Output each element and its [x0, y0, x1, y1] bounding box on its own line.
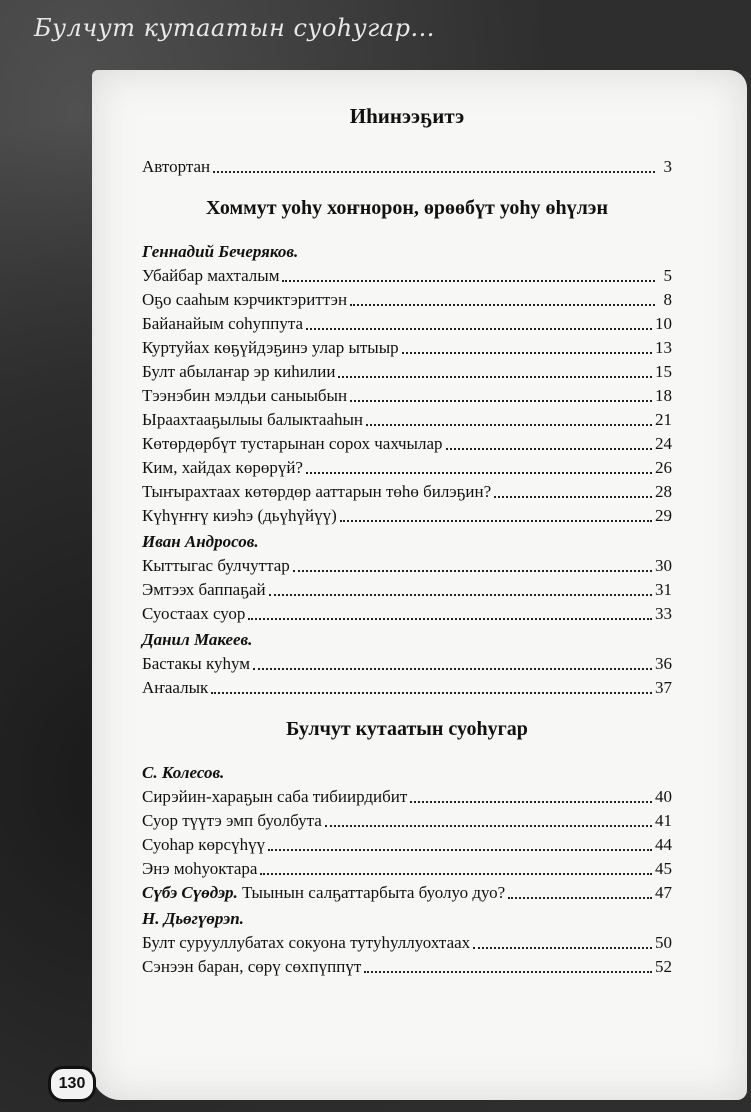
toc-entry	[142, 384, 672, 408]
leader-dots	[325, 825, 652, 827]
toc-entry	[142, 288, 672, 312]
toc-entry-title: Аҥаалык	[142, 678, 209, 697]
toc-entry	[142, 408, 672, 432]
toc-entry-title: Байанайым соһуппута	[142, 314, 304, 333]
leader-dots	[364, 971, 652, 973]
toc-entry-title: Ыраахтааҕылыы балыктааһын	[142, 410, 364, 429]
toc-entry	[142, 554, 672, 578]
toc-entry-page: 37	[655, 678, 672, 697]
toc-entry-title: Тыынын салҕаттарбыта буолуо дуо?	[242, 883, 506, 902]
toc-entry-title-wrap	[142, 809, 322, 833]
toc-entry-page: 52	[655, 957, 672, 976]
toc-entry-title: Сэнээн баран, сөрү сөхпүппүт	[142, 957, 362, 976]
toc-entry-title: Көтөрдөрбүт тустарынан сорох чахчылар	[142, 434, 443, 453]
author-name: С. Колесов.	[142, 763, 225, 782]
toc-entry-title-wrap	[142, 578, 266, 602]
section-heading: Булчут кутаатын суоһугар	[286, 718, 528, 740]
leader-dots	[293, 570, 652, 572]
leader-dots	[268, 849, 652, 851]
toc-entry	[142, 456, 672, 480]
leader-dots	[350, 400, 652, 402]
toc-entry-page: 3	[663, 157, 672, 176]
toc-entry	[142, 480, 672, 504]
toc-entry-page: 13	[655, 338, 672, 357]
toc-entry-title-wrap	[142, 408, 363, 432]
toc-entry-title: Булт сурууллубатах сокуона тутуһуллуохтаах	[142, 933, 471, 952]
toc-entry-page: 18	[655, 386, 672, 405]
toc-entry	[142, 602, 672, 626]
toc-entry-title-wrap	[142, 480, 491, 504]
toc-entry	[142, 785, 672, 809]
toc-entry	[142, 881, 672, 905]
toc-heading: Иһинээҕитэ	[349, 104, 465, 128]
toc-entry-title-wrap	[142, 833, 265, 857]
leader-dots	[269, 594, 652, 596]
toc-entry-title: Суостаах суор	[142, 604, 246, 623]
running-header-title: Булчут кутаатын суоһугар...	[34, 14, 435, 42]
toc-entry-title-wrap	[142, 384, 347, 408]
toc-entry-title: Куртуйах көҕүйдэҕинэ улар ытыыр	[142, 338, 399, 357]
toc-entry-title: Сирэйин-хараҕын саба тибиирдибит	[142, 787, 408, 806]
toc-entry-page: 29	[655, 506, 672, 525]
toc-entry-page: 24	[655, 434, 672, 453]
toc-entry-page: 28	[655, 482, 672, 501]
toc-entry-page: 47	[655, 883, 672, 902]
toc-entry-title: Ким, хайдах көрөрүй?	[142, 458, 303, 477]
toc-entry-title-wrap	[142, 785, 407, 809]
toc-entry-title: Автортан	[142, 157, 211, 176]
toc-entry-title-wrap	[142, 264, 279, 288]
toc-entry-title-wrap	[142, 857, 257, 881]
toc-entry	[142, 432, 672, 456]
leader-dots	[260, 873, 652, 875]
author-name: Данил Макеев.	[142, 630, 253, 649]
leader-dots	[248, 618, 652, 620]
leader-dots	[508, 897, 652, 899]
toc-entry	[142, 336, 672, 360]
toc-entry-page: 30	[655, 556, 672, 575]
leader-dots	[306, 472, 652, 474]
toc-entry-title: Булт абылаҥар эр киһилии	[142, 362, 336, 381]
toc-entry-title: Күһүҥҥү киэһэ (дьүһүйүү)	[142, 506, 337, 525]
toc-entry	[142, 264, 672, 288]
toc-entry-title-wrap	[142, 456, 303, 480]
author-name: Геннадий Бечеряков.	[142, 242, 299, 261]
toc-entry-page: 44	[655, 835, 672, 854]
toc-entry-title: Суор түүтэ эмп буолбута	[142, 811, 322, 830]
toc-entry-title-wrap	[142, 360, 335, 384]
toc-entry-title-wrap	[142, 602, 245, 626]
toc-entry	[142, 578, 672, 602]
toc-entry-page: 41	[655, 811, 672, 830]
leader-dots	[213, 171, 655, 173]
toc-entry-title: Бастакы куһум	[142, 654, 251, 673]
author-name: Н. Дьөгүөрэп.	[142, 909, 244, 928]
toc-entry-page: 36	[655, 654, 672, 673]
toc-entry-page: 8	[663, 290, 672, 309]
toc-entry	[142, 652, 672, 676]
toc-entry-page: 31	[655, 580, 672, 599]
leader-dots	[410, 801, 652, 803]
toc-entry-title-wrap	[142, 554, 290, 578]
toc-entry	[142, 809, 672, 833]
page-number-badge: 130	[48, 1066, 96, 1102]
toc-entry-title-wrap	[142, 652, 250, 676]
toc-entry	[142, 312, 672, 336]
leader-dots	[402, 352, 652, 354]
toc-entry-page: 33	[655, 604, 672, 623]
leader-dots	[340, 520, 652, 522]
leader-dots	[446, 448, 653, 450]
toc-entry-page: 21	[655, 410, 672, 429]
toc-entry-page: 50	[655, 933, 672, 952]
toc-entry-title: Кыттыгас булчуттар	[142, 556, 290, 575]
toc-entry-title-wrap	[142, 336, 399, 360]
toc-entry	[142, 857, 672, 881]
toc-entry-title-wrap	[142, 931, 470, 955]
toc-entry-title-wrap	[142, 504, 337, 528]
toc-entry-title: Тыҥырахтаах көтөрдөр ааттарын төһө билэҕин?	[142, 482, 492, 501]
toc-entry-page: 10	[655, 314, 672, 333]
toc-entry-title-wrap	[142, 881, 505, 905]
leader-dots	[494, 496, 652, 498]
toc-entry-page: 40	[655, 787, 672, 806]
toc-entry	[142, 360, 672, 384]
toc-entry	[142, 931, 672, 955]
toc-entry-page: 5	[663, 266, 672, 285]
author-name: Иван Андросов.	[142, 532, 259, 551]
leader-dots	[350, 304, 655, 306]
toc-entry	[142, 676, 672, 700]
leader-dots	[338, 376, 652, 378]
leader-dots	[211, 692, 652, 694]
table-of-contents	[142, 100, 672, 979]
leader-dots	[306, 328, 652, 330]
toc-entry	[142, 504, 672, 528]
toc-entry-page: 26	[655, 458, 672, 477]
toc-entry	[142, 155, 672, 179]
toc-entry-title-wrap	[142, 432, 443, 456]
toc-entry-title-wrap	[142, 955, 361, 979]
leader-dots	[282, 280, 655, 282]
toc-entry-title-wrap	[142, 312, 303, 336]
section-heading: Хоммут уоһу хоҥнорон, өрөөбүт уоһу өһүлэн	[206, 197, 608, 219]
toc-entry	[142, 833, 672, 857]
toc-entry-title: Эмтээх баппаҕай	[142, 580, 266, 599]
toc-entry-title: Убайбар махталым	[142, 266, 280, 285]
toc-entry-title-wrap	[142, 676, 208, 700]
toc-entry-title: Энэ моһуоктара	[142, 859, 258, 878]
entry-author-name: Сүбэ Сүөдэр.	[142, 883, 238, 902]
toc-entry-title: Оҕо сааһым кэрчиктэриттэн	[142, 290, 348, 309]
toc-entry-title-wrap	[142, 288, 347, 312]
toc-entry-page: 45	[655, 859, 672, 878]
toc-entry	[142, 955, 672, 979]
leader-dots	[366, 424, 652, 426]
leader-dots	[253, 668, 652, 670]
toc-sections	[142, 197, 672, 979]
toc-entry-page: 15	[655, 362, 672, 381]
toc-entry-title: Суоһар көрсүһүү	[142, 835, 266, 854]
leader-dots	[473, 947, 652, 949]
toc-entry-title: Тээнэбин мэлдьи саныыбын	[142, 386, 348, 405]
